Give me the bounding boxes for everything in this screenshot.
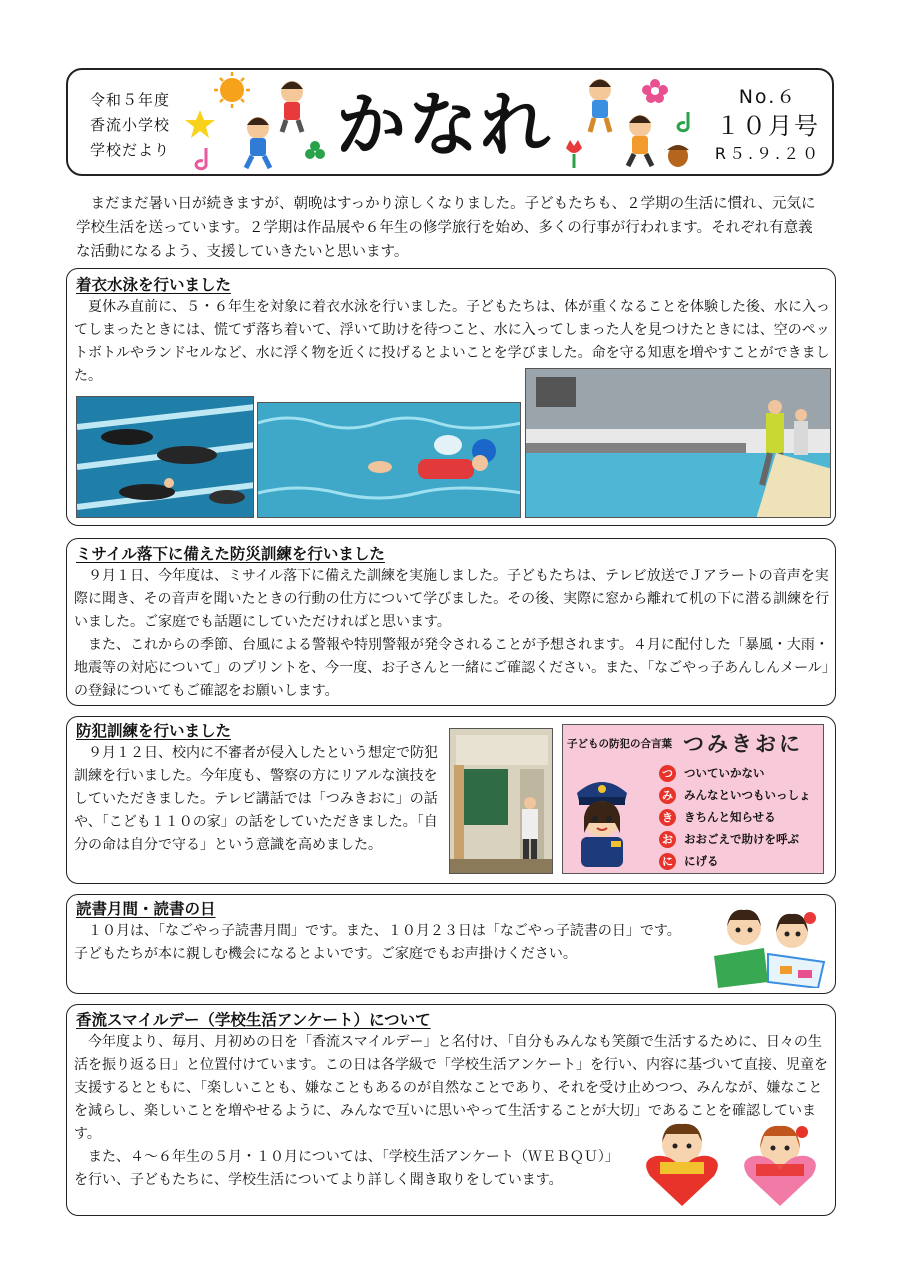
section-crime-title: 防犯訓練を行いました [76,722,232,740]
school-name: 香流小学校 [90,116,171,134]
kids-reading-illustration [706,902,830,988]
masthead-school-info [90,88,170,163]
issue-month: １０月号 [716,112,820,140]
poster-item-text: みんなといつもいっしょ [684,788,811,802]
intro-paragraph: まだまだ暑い日が続きますが、朝晩はすっかり涼しくなりました。子どもたちも、２学期の生活に慣れ、元気に学校生活を送っています。２学期は作品展や６年生の修学旅行を始め、多くの行事が行われます。それぞれ有意義な活動になるよう、支援していきたいと思います。 [76,196,816,260]
section-reading-body: １０月は、「なごやっ子読書月間」です。また、１０月２３日は「なごやっ子読書の日」です。子どもたちが本に親しむ機会になるとよいです。ご家庭でもお声掛けください。 [74,923,681,962]
poster-item-text: ついていかない [684,766,765,780]
poster-item-text: きちんと知らせる [684,810,776,824]
section-reading-title: 読書月間・読書の日 [76,900,216,918]
clover-icon [305,141,325,159]
poster-item-text: にげる [684,854,719,868]
kid-figure [628,115,652,166]
poster-item [659,806,811,828]
poster-item-char: み [659,787,676,804]
section-missile-paragraph: ９月１日、今年度は、ミサイル落下に備えた訓練を実施しました。子どもたちは、テレビ放送でＪアラートの音声を実際に聞き、その音声を聞いたときの行動の仕方について学びました。その後、実際に窓から離れて机の下に潜る訓練を行いました。ご家庭でも話題にしていただければと思います。 [74,568,830,630]
poster-item-char: き [659,809,676,826]
newsletter-title: かなれ [336,83,552,166]
newsletter-label: 学校だより [90,141,171,159]
era-year: 令和５年度 [90,91,171,109]
acorn-icon [667,145,689,167]
poster-item [659,762,811,784]
photo-classroom-drill [449,728,553,874]
poster-item-char: に [659,853,676,870]
poster-items [659,762,811,872]
tsumiki-oni-poster [562,724,824,874]
kid-figure [589,79,611,132]
photo-child-floating [257,402,521,518]
section-smile-body1: 今年度より、毎月、月初めの日を「香流スマイルデー」と名付け、「自分もみんなも笑顔で生活するために、日々の生活を振り返る日」と位置付けています。この日は各学級で「学校生活アンケート」を行い、内容に基づいて直接、児童を支援するとともに、「楽しいことも、嫌なこともあるのが自然なことであり、それを受け止めつつ、みんなが、嫌なことを減らし、楽しいことを増やせるように、みんなで互いに思いやって生活することが大切」であることを確認しています。 [74,1034,829,1142]
photo-swimmers-lanes [76,396,254,518]
section-smile-title: 香流スマイルデー（学校生活アンケート）について [76,1011,431,1029]
section-missile-title: ミサイル落下に備えた防災訓練を行いました [76,545,385,563]
section-swim-body: 夏休み直前に、５・６年生を対象に着衣水泳を行いました。子どもたちは、体が重くなることを体験した後、水に入ってしまったときには、慌てず落ち着いて、浮いて助けを待つこと、水に入ってしまった人を見つけたときには、空のペットボトルやランドセルなど、水に浮く物を近くに投げるとよいことを学びました。命を守る知恵を増やすことができました。 [74,299,830,384]
police-officer-illustration [567,771,637,867]
section-missile-paragraph: また、これからの季節、台風による警報や特別警報が発令されることが予想されます。４月に配付した「暴風・大雨・地震等の対応について」のプリントを、今一度、お子さんと一緒にご確認ください。また、「なごやっ子あんしんメール」の登録についてもご確認をお願いします。 [74,637,829,699]
poster-item [659,850,811,872]
music-note-icon [678,112,688,131]
poster-item [659,784,811,806]
poster-item-char: つ [659,765,676,782]
issue-number: No.６ [738,86,798,108]
section-crime-body: ９月１２日、校内に不審者が侵入したという想定で防犯訓練を行いました。今年度も、警察の方にリアルな演技をしていただきました。テレビ講話では「つみきおに」の話や、「こども１１０の家」の話をしていただきました。「自分の命は自分で守る」という意識を高めました。 [74,745,438,853]
issue-info [708,84,828,166]
tulip-icon [566,140,582,168]
poster-item-char: お [659,831,676,848]
sun-icon [214,72,250,108]
music-note-icon [196,148,206,169]
kid-figure [246,117,270,168]
poster-subtitle: 子どもの防犯の合言葉 [567,738,672,750]
header-kids-illustration-right [560,70,710,174]
kids-hearts-illustration [634,1120,830,1210]
photo-poolside-throw [525,368,831,518]
poster-item [659,828,811,850]
poster-title: つみきおに [683,732,803,756]
kid-figure [281,81,303,132]
flower-icon [642,79,668,103]
section-smile-body2: また、４～６年生の５月・１０月については、「学校生活アンケート（ＷＥＢＱＵ）」を行い、子どもたちに、学校生活についてより詳しく聞き取りをしています。 [74,1149,612,1188]
issue-date: R５.９.２０ [714,144,822,163]
star-icon [185,110,215,138]
section-missile-body [74,565,832,703]
header-kids-illustration-left [180,70,330,174]
poster-item-text: おおごえで助けを呼ぶ [684,832,799,846]
section-swim-title: 着衣水泳を行いました [76,276,232,294]
